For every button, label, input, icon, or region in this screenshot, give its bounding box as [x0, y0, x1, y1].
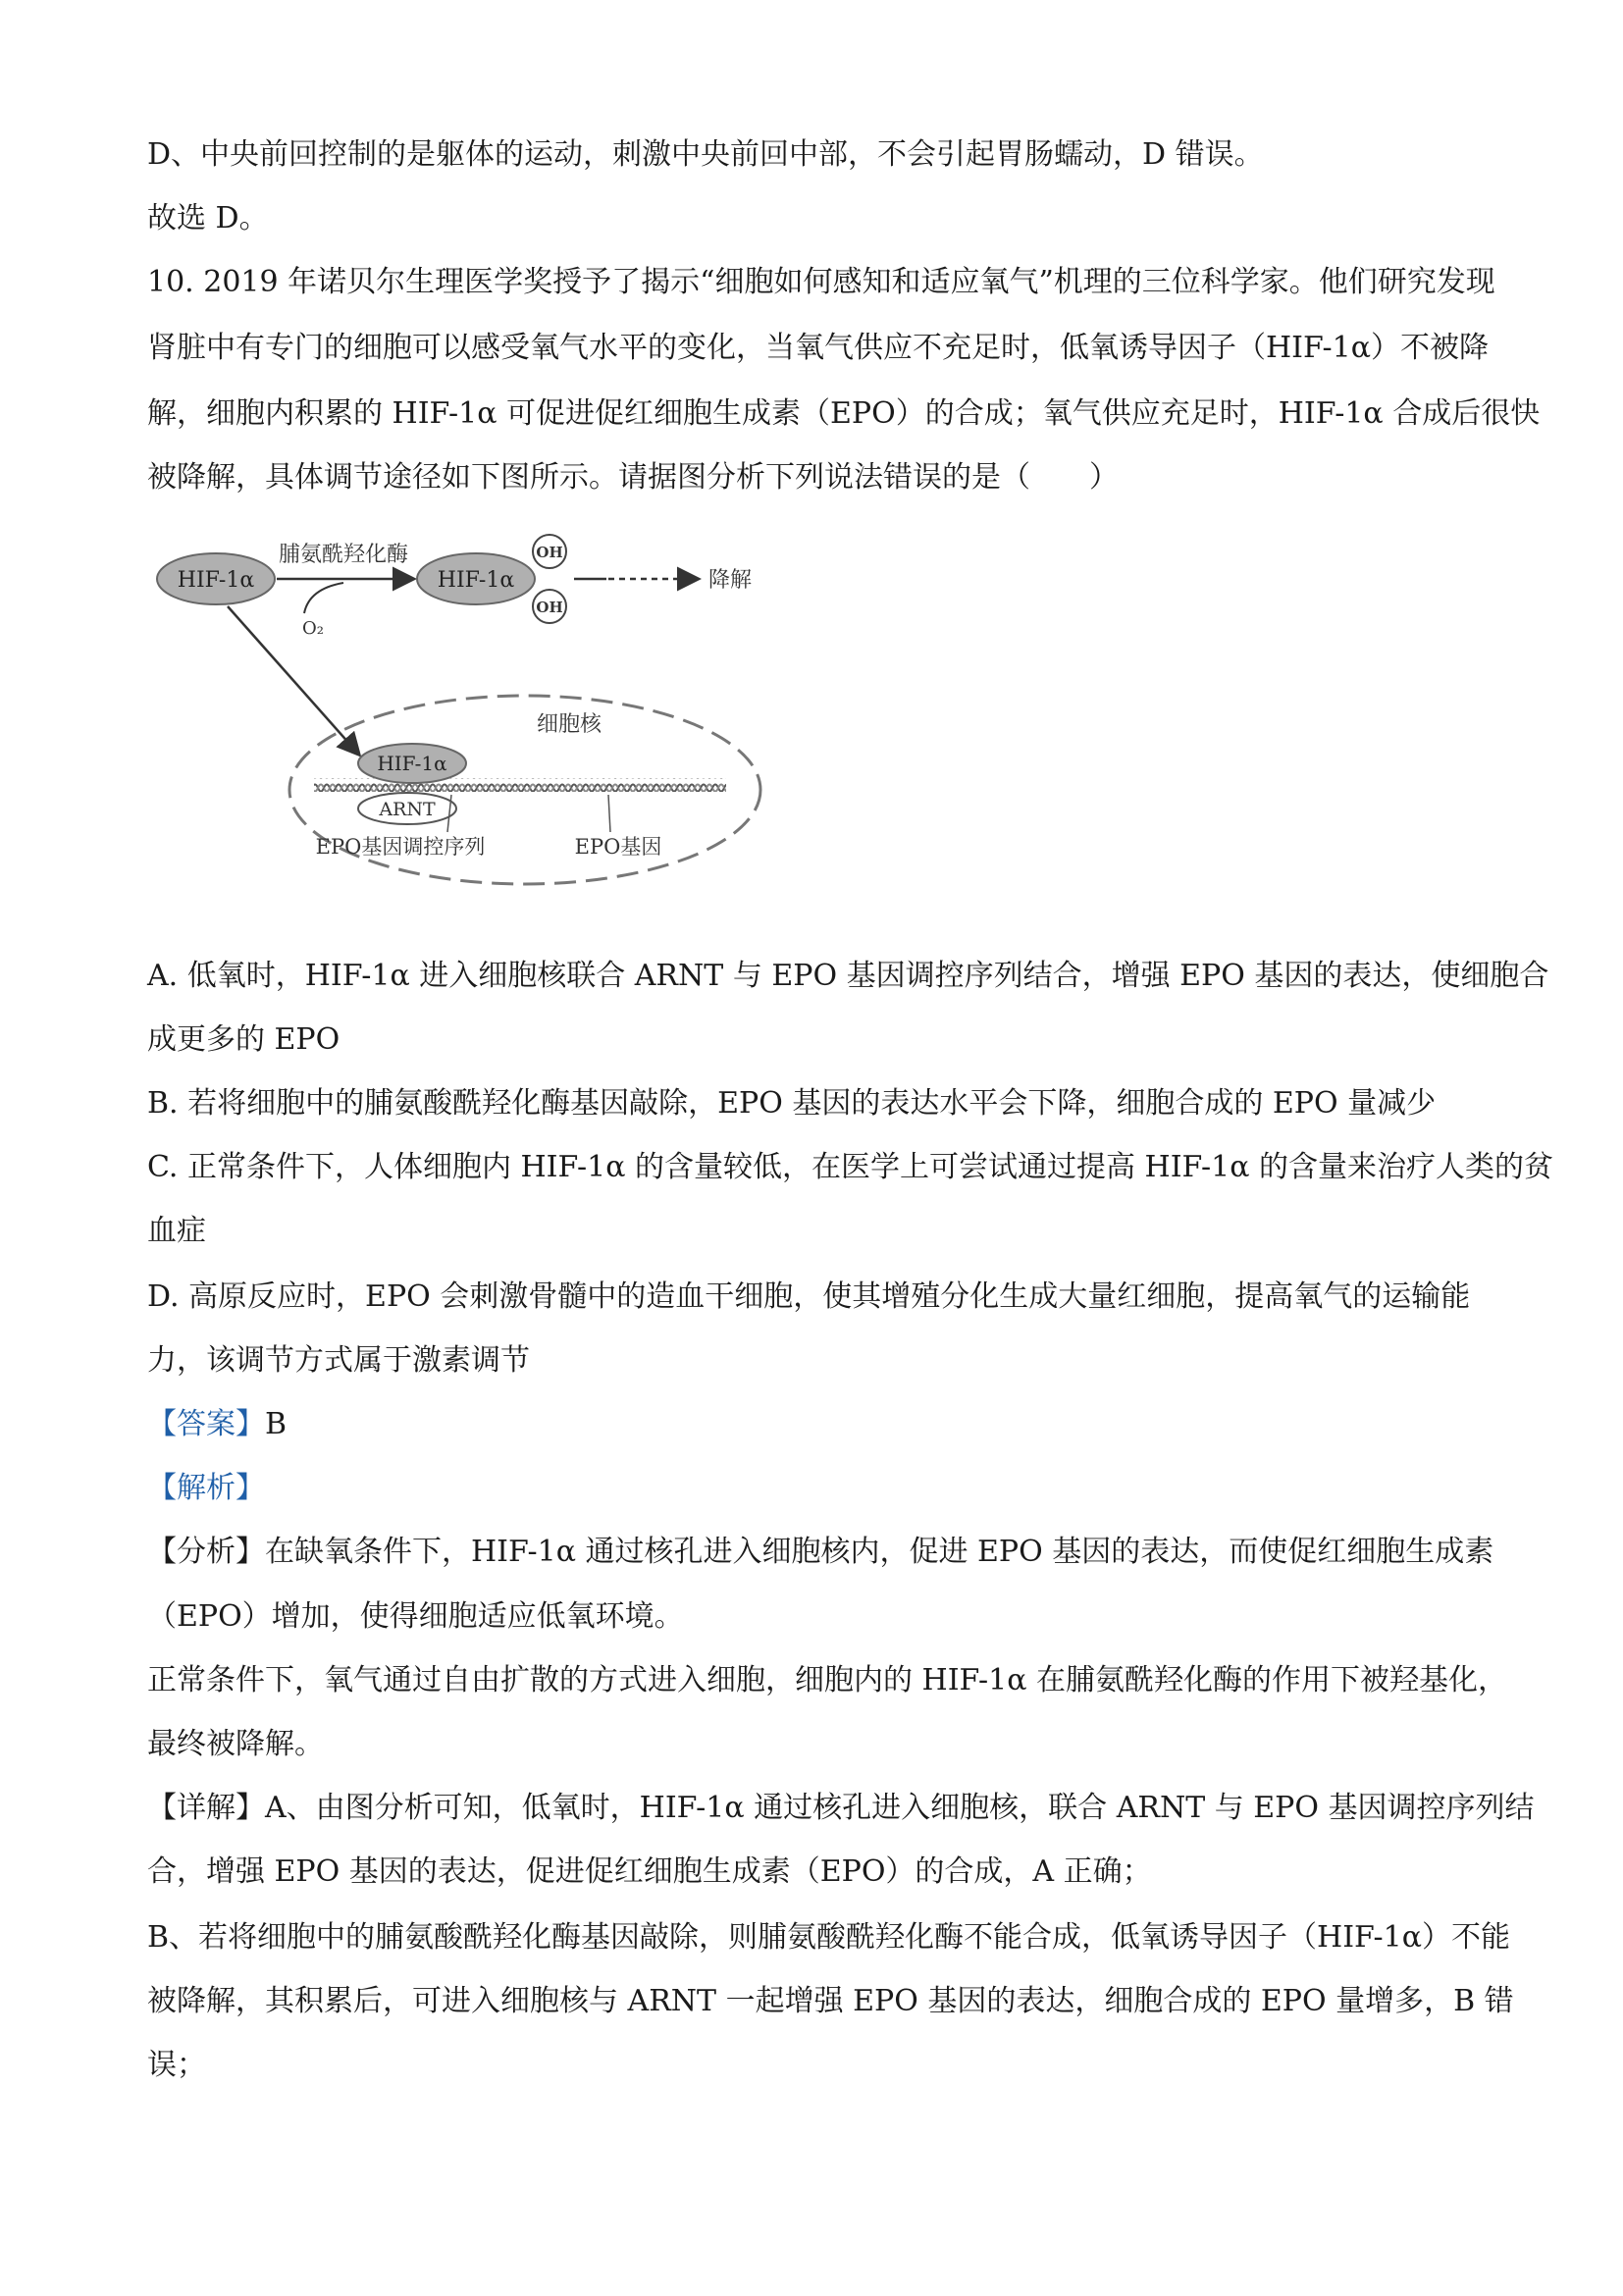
analysis-label: 【解析】 — [147, 1471, 265, 1505]
analysis-text: （EPO）增加，使得细胞适应低氧环境。 — [147, 1599, 684, 1634]
oxygen-label: O₂ — [302, 618, 324, 639]
detail-text: 合，增强 EPO 基因的表达，促进促红细胞生成素（EPO）的合成，A 正确； — [147, 1854, 1152, 1889]
analysis-heading — [147, 1469, 1486, 1508]
hif-label: HIF-1α — [177, 568, 255, 593]
option-b: B. 若将细胞中的脯氨酸酰羟化酶基因敲除，EPO 基因的表达水平会下降，细胞合成的 EPO 量减少 — [147, 1086, 1437, 1121]
detail-text: 误； — [147, 2048, 206, 2082]
oxygen-arrow — [304, 583, 343, 613]
question-text: 解，细胞内积累的 HIF-1α 可促进促红细胞生成素（EPO）的合成；氧气供应充足时，HIF-1α 合成后很快 — [147, 396, 1541, 431]
question-text: 肾脏中有专门的细胞可以感受氧气水平的变化，当氧气供应不充足时，低氧诱导因子（HIF-1α）不被降 — [147, 331, 1489, 365]
option-c-cont: 血症 — [147, 1214, 206, 1248]
regulatory-label: EPO基因调控序列 — [315, 835, 486, 859]
answer-line — [147, 1405, 1486, 1444]
option-a-cont: 成更多的 EPO — [147, 1022, 340, 1057]
degrade-label: 降解 — [708, 568, 753, 593]
option-d-cont: 力，该调节方式属于激素调节 — [147, 1343, 530, 1378]
question-text: 10. 2019 年诺贝尔生理医学奖授予了揭示“细胞如何感知和适应氧气”机理的三位科学家。他们研究发现 — [147, 265, 1495, 299]
dna-strand — [314, 778, 726, 792]
analysis-text: 在缺氧条件下，HIF-1α 通过核孔进入细胞核内，促进 EPO 基因的表达，而使促红细胞生成素 — [265, 1535, 1494, 1569]
hif-label: HIF-1α — [437, 568, 515, 593]
arnt-label: ARNT — [379, 799, 436, 820]
fenxi-label: 【分析】 — [147, 1535, 265, 1569]
analysis-text: 最终被降解。 — [147, 1727, 324, 1761]
gene-pointer — [608, 795, 610, 832]
detail-text: 被降解，其积累后，可进入细胞核与 ARNT 一起增强 EPO 基因的表达，细胞合成的 EPO 量增多，B 错 — [147, 1984, 1514, 2018]
oh-label: OH — [536, 599, 563, 616]
detail-text: A、由图分析可知，低氧时，HIF-1α 通过核孔进入细胞核，联合 ARNT 与 EPO 基因调控序列结 — [265, 1791, 1535, 1825]
oh-label: OH — [536, 544, 563, 561]
text-line: D、中央前回控制的是躯体的运动，刺激中央前回中部，不会引起胃肠蠕动，D 错误。 — [147, 137, 1264, 172]
text-line: 故选 D。 — [147, 201, 269, 235]
question-text: 被降解，具体调节途径如下图所示。请据图分析下列说法错误的是（ ） — [147, 460, 1119, 495]
gene-label: EPO基因 — [574, 835, 662, 859]
nuclear-entry-arrow — [228, 606, 358, 754]
enzyme-label: 脯氨酰羟化酶 — [278, 543, 409, 567]
option-c: C. 正常条件下，人体细胞内 HIF-1α 的含量较低，在医学上可尝试通过提高 HIF-1α 的含量来治疗人类的贫 — [147, 1150, 1554, 1184]
nucleus-label: 细胞核 — [536, 712, 602, 737]
option-d: D. 高原反应时，EPO 会刺激骨髓中的造血干细胞，使其增殖分化生成大量红细胞，提高氧气的运输能 — [147, 1279, 1471, 1314]
analysis-text: 正常条件下，氧气通过自由扩散的方式进入细胞，细胞内的 HIF-1α 在脯氨酰羟化酶的作用下被羟基化， — [147, 1663, 1508, 1697]
xiangjie-label: 【详解】 — [147, 1791, 265, 1825]
analysis-line — [147, 1533, 1494, 1572]
answer-label: 【答案】 — [147, 1407, 265, 1441]
detail-text: B、若将细胞中的脯氨酸酰羟化酶基因敲除，则脯氨酸酰羟化酶不能合成，低氧诱导因子（HIF-1α）不能 — [147, 1920, 1511, 1955]
hif-label: HIF-1α — [377, 752, 447, 775]
detail-line — [147, 1789, 1535, 1828]
answer-value: B — [265, 1407, 288, 1441]
option-a: A. 低氧时，HIF-1α 进入细胞核联合 ARNT 与 EPO 基因调控序列结合，增强 EPO 基因的表达，使细胞合 — [147, 959, 1549, 993]
hif-pathway-diagram — [147, 520, 814, 893]
